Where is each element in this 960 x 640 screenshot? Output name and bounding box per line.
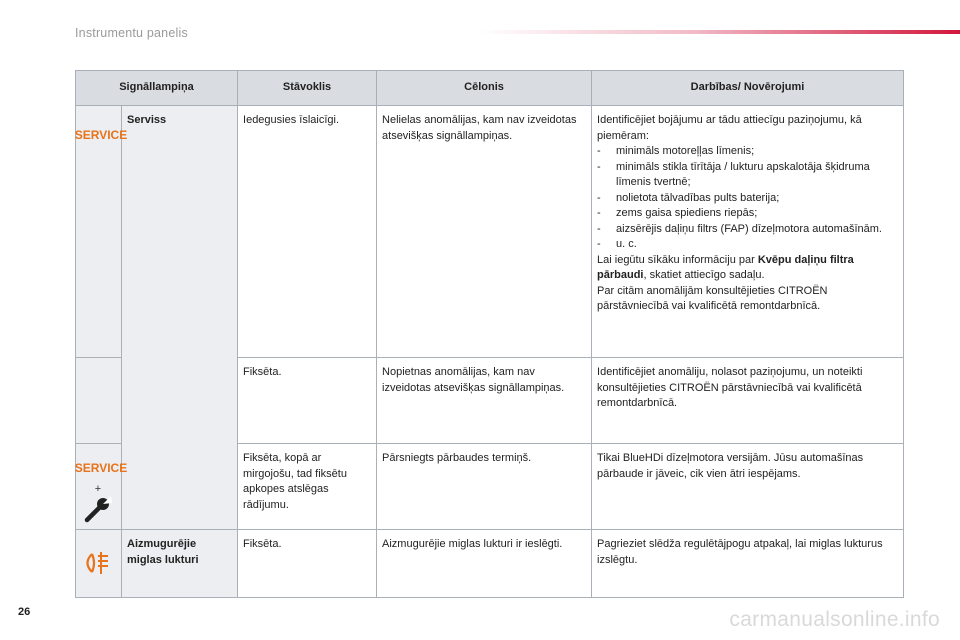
service-name: Serviss (122, 106, 238, 530)
header-accent-bar (480, 30, 960, 34)
action-outro: Par citām anomālijām konsultējieties CITROËN pārstāvniecībā vai kvalificētā remontdarbnīcā. (597, 284, 828, 312)
list-item: - minimāls motoreļļas līmenis; (597, 145, 755, 157)
list-item: - zems gaisa spiediens riepās; (597, 207, 758, 219)
page-number: 26 (18, 606, 31, 618)
service-warning-icon (74, 458, 128, 476)
fog-name: Aizmugurējie miglas lukturi (122, 530, 238, 598)
service-cause-3: Pārsniegts pārbaudes termiņš. (377, 444, 592, 530)
service-icon-cell-empty (76, 358, 122, 444)
service-state-3: Fiksēta, kopā ar mirgojošu, tad fiksētu apkopes atslēgas rādījumu. (238, 444, 377, 530)
table-row (76, 530, 904, 598)
service-action-1 (592, 106, 904, 358)
wrench-icon (84, 497, 112, 523)
list-item: - minimāls stikla tīrītāja / lukturu apskalotāja šķidruma līmenis tvertnē; (597, 160, 870, 188)
fog-icon-cell (76, 530, 122, 598)
plus-sign: + (94, 482, 102, 495)
column-header-action: Darbības/ Novērojumi (592, 71, 904, 106)
warning-lamps-table (75, 70, 904, 598)
section-title: Instrumentu panelis (75, 26, 188, 40)
list-item: - u. c. (597, 238, 637, 250)
list-item: - aizsērējis daļiņu filtrs (FAP) dīzeļmotora automašīnām. (597, 222, 882, 235)
action-reference: Lai iegūtu sīkāku informāciju par Kvēpu daļiņu filtra pārbaudi, skatiet attiecīgo sadaļu. (597, 253, 854, 281)
rear-fog-lamp-icon (81, 550, 115, 578)
service-warning-icon (74, 125, 128, 143)
fog-state: Fiksēta. (238, 530, 377, 598)
service-action-3: Tikai BlueHDi dīzeļmotora versijām. Jūsu automašīnas pārbaude ir jāveic, cik vien ātri iespējams. (592, 444, 904, 530)
service-state-2: Fiksēta. (238, 358, 377, 444)
fog-cause: Aizmugurējie miglas lukturi ir ieslēgti. (377, 530, 592, 598)
service-cause-2: Nopietnas anomālijas, kam nav izveidotas atsevišķas signāllampiņas. (377, 358, 592, 444)
column-header-state: Stāvoklis (238, 71, 377, 106)
action-intro: Identificējiet bojājumu ar tādu attiecīgu paziņojumu, kā piemēram: (597, 114, 862, 142)
list-item: - nolietota tālvadības pults baterija; (597, 191, 780, 204)
column-header-cause: Cēlonis (377, 71, 592, 106)
service-state-1: Iedegusies īslaicīgi. (238, 106, 377, 358)
svg-text:SERVICE: SERVICE (74, 128, 128, 142)
service-cause-1: Nelielas anomālijas, kam nav izveidotas atsevišķas signāllampiņas. (377, 106, 592, 358)
svg-text:SERVICE: SERVICE (74, 461, 128, 475)
service-wrench-icon-cell (74, 444, 128, 530)
action-list (597, 144, 897, 253)
fog-action: Pagrieziet slēdža regulētājpogu atpakaļ, lai miglas lukturus izslēgtu. (592, 530, 904, 598)
service-action-2: Identificējiet anomāliju, nolasot paziņojumu, un noteikti konsultējieties CITROËN pārstāvniecībā vai kvalificētā remontdarbnīcā. (592, 358, 904, 444)
watermark: carmanualsonline.info (729, 608, 940, 631)
service-icon-cell (74, 106, 128, 358)
reference-link-text: Kvēpu daļiņu filtra pārbaudi (597, 253, 854, 281)
table-row (76, 106, 904, 358)
column-header-lamp: Signāllampiņa (76, 71, 238, 106)
table-header-row (76, 71, 904, 106)
